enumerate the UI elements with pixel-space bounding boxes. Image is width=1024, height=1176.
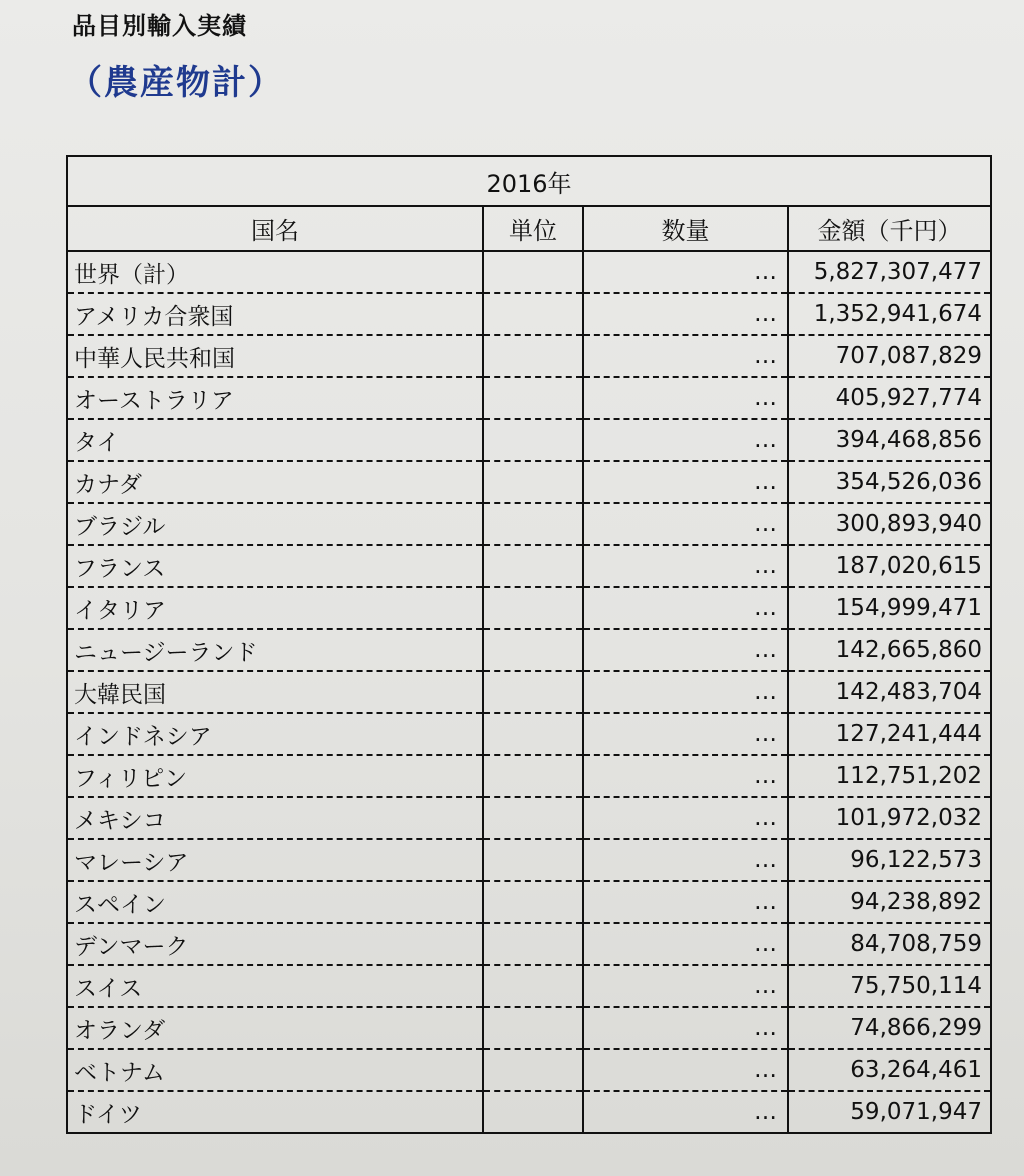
quantity-cell: … (583, 335, 788, 377)
table-row (68, 713, 990, 755)
amount-cell: 5,827,307,477 (788, 251, 990, 293)
quantity-cell: … (583, 629, 788, 671)
data-table (68, 207, 990, 1132)
amount-cell: 354,526,036 (788, 461, 990, 503)
unit-cell (483, 1091, 583, 1132)
amount-cell: 96,122,573 (788, 839, 990, 881)
quantity-cell: … (583, 797, 788, 839)
unit-cell (483, 419, 583, 461)
country-cell: メキシコ (68, 797, 483, 839)
country-cell: デンマーク (68, 923, 483, 965)
country-cell: イタリア (68, 587, 483, 629)
quantity-cell: … (583, 755, 788, 797)
quantity-cell: … (583, 461, 788, 503)
amount-cell: 94,238,892 (788, 881, 990, 923)
country-cell: ドイツ (68, 1091, 483, 1132)
table-row (68, 965, 990, 1007)
quantity-cell: … (583, 965, 788, 1007)
country-cell: オーストラリア (68, 377, 483, 419)
country-cell: 中華人民共和国 (68, 335, 483, 377)
amount-cell: 74,866,299 (788, 1007, 990, 1049)
amount-cell: 707,087,829 (788, 335, 990, 377)
unit-cell (483, 713, 583, 755)
country-cell: マレーシア (68, 839, 483, 881)
table-row (68, 335, 990, 377)
amount-cell: 1,352,941,674 (788, 293, 990, 335)
table-row (68, 839, 990, 881)
country-cell: タイ (68, 419, 483, 461)
unit-cell (483, 671, 583, 713)
country-cell: ニュージーランド (68, 629, 483, 671)
quantity-cell: … (583, 1091, 788, 1132)
quantity-cell: … (583, 1049, 788, 1091)
country-cell: アメリカ合衆国 (68, 293, 483, 335)
table-row (68, 1007, 990, 1049)
quantity-cell: … (583, 545, 788, 587)
unit-cell (483, 629, 583, 671)
country-cell: ブラジル (68, 503, 483, 545)
amount-cell: 84,708,759 (788, 923, 990, 965)
amount-cell: 112,751,202 (788, 755, 990, 797)
table-row (68, 461, 990, 503)
unit-cell (483, 293, 583, 335)
quantity-cell: … (583, 293, 788, 335)
amount-cell: 187,020,615 (788, 545, 990, 587)
amount-cell: 101,972,032 (788, 797, 990, 839)
quantity-cell: … (583, 251, 788, 293)
unit-cell (483, 881, 583, 923)
amount-cell: 405,927,774 (788, 377, 990, 419)
country-cell: インドネシア (68, 713, 483, 755)
table-row (68, 1091, 990, 1132)
unit-cell (483, 839, 583, 881)
quantity-cell: … (583, 1007, 788, 1049)
quantity-cell: … (583, 671, 788, 713)
page-subtitle: （農産物計） (68, 63, 284, 103)
table-row (68, 587, 990, 629)
amount-cell: 127,241,444 (788, 713, 990, 755)
quantity-cell: … (583, 923, 788, 965)
unit-cell (483, 1007, 583, 1049)
table-row (68, 797, 990, 839)
country-cell: フィリピン (68, 755, 483, 797)
unit-cell (483, 797, 583, 839)
year-header: 2016年 (68, 157, 990, 207)
country-cell: スペイン (68, 881, 483, 923)
header-row (68, 207, 990, 251)
table-row (68, 755, 990, 797)
column-header-quantity: 数量 (583, 207, 788, 251)
unit-cell (483, 1049, 583, 1091)
amount-cell: 75,750,114 (788, 965, 990, 1007)
column-header-country: 国名 (68, 207, 483, 251)
quantity-cell: … (583, 587, 788, 629)
country-cell: カナダ (68, 461, 483, 503)
amount-cell: 59,071,947 (850, 1099, 982, 1125)
amount-cell: 142,483,704 (788, 671, 990, 713)
table-row (68, 881, 990, 923)
table-row (68, 503, 990, 545)
quantity-cell: … (583, 503, 788, 545)
unit-cell (483, 335, 583, 377)
unit-cell (483, 923, 583, 965)
amount-cell: 300,893,940 (788, 503, 990, 545)
table-row (68, 251, 990, 293)
unit-cell (483, 755, 583, 797)
unit-cell (483, 503, 583, 545)
column-header-unit: 単位 (483, 207, 583, 251)
quantity-cell: … (583, 881, 788, 923)
unit-cell (483, 251, 583, 293)
quantity-cell: … (583, 377, 788, 419)
table-row (68, 629, 990, 671)
page-title: 品目別輸入実績 (72, 12, 247, 40)
table-row (68, 671, 990, 713)
amount-cell: 63,264,461 (788, 1049, 990, 1091)
quantity-cell: … (583, 839, 788, 881)
table-row (68, 377, 990, 419)
table-row (68, 545, 990, 587)
country-cell: オランダ (68, 1007, 483, 1049)
amount-cell: 142,665,860 (788, 629, 990, 671)
column-header-amount: 金額（千円） (788, 207, 990, 251)
import-table (66, 155, 992, 1134)
country-cell: フランス (68, 545, 483, 587)
quantity-cell: … (583, 713, 788, 755)
unit-cell (483, 545, 583, 587)
amount-cell: 394,468,856 (788, 419, 990, 461)
country-cell: 大韓民国 (68, 671, 483, 713)
table-row (68, 419, 990, 461)
amount-cell: 154,999,471 (788, 587, 990, 629)
unit-cell (483, 377, 583, 419)
table-row (68, 1049, 990, 1091)
unit-cell (483, 461, 583, 503)
unit-cell (483, 965, 583, 1007)
country-cell: ベトナム (68, 1049, 483, 1091)
unit-cell (483, 587, 583, 629)
table-row (68, 293, 990, 335)
table-row (68, 923, 990, 965)
country-cell: スイス (68, 965, 483, 1007)
country-cell: 世界（計） (68, 251, 483, 293)
quantity-cell: … (583, 419, 788, 461)
